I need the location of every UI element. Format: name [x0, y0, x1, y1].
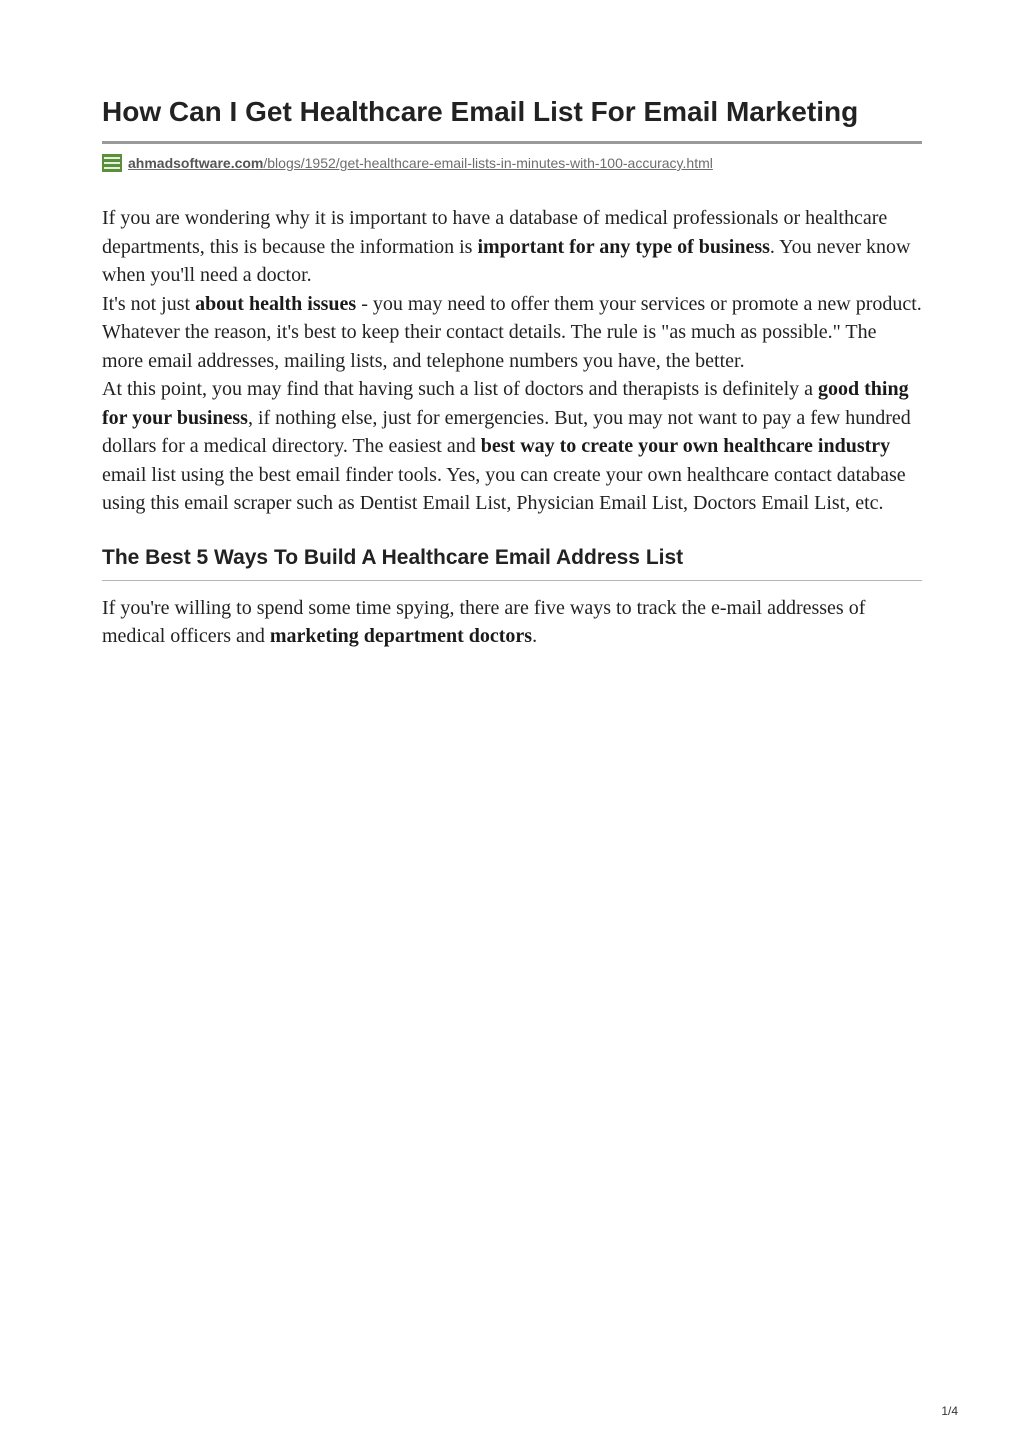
section-divider	[102, 580, 922, 581]
page-number: 1/4	[941, 1404, 958, 1418]
bold-phrase: about health issues	[195, 292, 357, 315]
bold-phrase: good thing for your business	[102, 378, 909, 429]
paragraph-text: At this point, you may find that having such a list of doctors and therapists is definitely a	[102, 378, 818, 400]
paragraph-2	[102, 290, 922, 376]
paragraph-text: .	[532, 625, 538, 647]
paragraph-text: If you are wondering why it is important to have a database of medical professionals or healthcare departments, this is because the information is	[102, 207, 888, 258]
bold-phrase: marketing department doctors	[269, 625, 533, 647]
paragraph-text: It's not just	[102, 292, 196, 315]
bold-phrase: important for any type of business	[477, 235, 770, 258]
section-paragraph	[102, 594, 922, 651]
source-domain: ahmadsoftware.com	[128, 155, 264, 171]
paragraph-text: , if nothing else, just for emergencies. But, you may not want to pay a few hundred dollars for a medical directory. The easiest and	[102, 406, 911, 457]
paragraph-1	[102, 204, 922, 290]
section-heading: The Best 5 Ways To Build A Healthcare Email Address List	[102, 545, 684, 569]
paragraph-text: email list using the best email finder tools. Yes, you can create your own healthcare contact database using this email scraper such as Dentist Email List, Physician Email List, Doctors Email List, etc.	[102, 463, 906, 514]
page-title: How Can I Get Healthcare Email List For Email Marketing	[102, 96, 859, 127]
title-divider	[102, 141, 922, 144]
paragraph-text: . You never know when you'll need a doctor.	[102, 235, 911, 286]
article-body	[102, 204, 922, 651]
source-link-row	[102, 152, 922, 174]
paragraph-text: - you may need to offer them your services or promote a new product. Whatever the reason, it's best to keep their contact details. The rule is "as much as possible." The more email addresses, mailing lists, and telephone numbers you have, the better.	[102, 292, 922, 372]
paragraph-text: If you're willing to spend some time spying, there are five ways to track the e-mail addresses of medical officers and	[102, 596, 866, 647]
paragraph-3	[102, 375, 922, 518]
bold-phrase: best way to create your own healthcare industry	[480, 435, 891, 457]
source-path: /blogs/1952/get-healthcare-email-lists-in-minutes-with-100-accuracy.html	[263, 155, 713, 171]
document-link-icon	[102, 153, 122, 173]
source-url-link[interactable]	[128, 152, 713, 174]
document-page	[102, 94, 922, 651]
